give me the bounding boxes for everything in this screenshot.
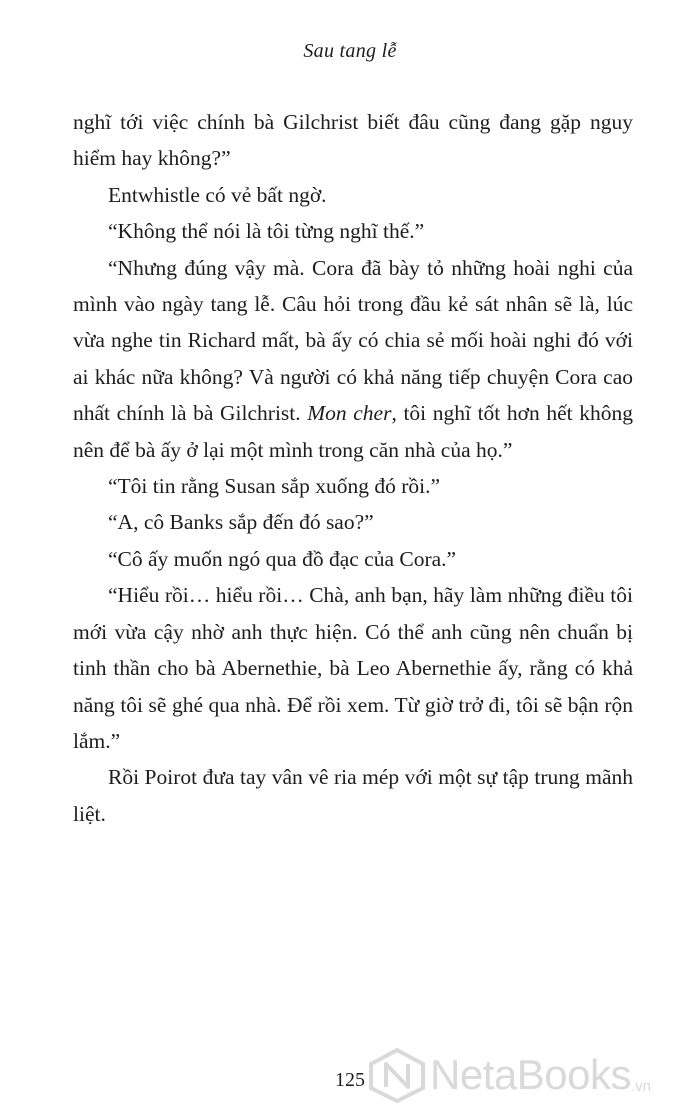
paragraph-2: Entwhistle có vẻ bất ngờ. (108, 182, 327, 207)
paragraph-3: “Không thể nói là tôi từng nghĩ thế.” (108, 219, 425, 244)
body-text (73, 104, 633, 832)
paragraph-5: “Tôi tin rằng Susan sắp xuống đó rồi.” (108, 474, 441, 499)
paragraph-8: “Hiểu rồi… hiểu rồi… Chà, anh bạn, hãy làm những điều tôi mới vừa cậy nhờ anh thực hiện. Có thể anh cũng nên chuẩn bị tinh thần cho bà Abernethie, bà Leo Abernethie ấy, rằng có khả năng tôi sẽ ghé qua nhà. Để rồi xem. Từ giờ trở đi, tôi sẽ bận rộn lắm.” (73, 583, 633, 753)
paragraph-7: “Cô ấy muốn ngó qua đồ đạc của Cora.” (108, 546, 457, 571)
netabooks-watermark (366, 1047, 651, 1103)
paragraph-4 (73, 250, 633, 468)
netabooks-logo-icon (366, 1047, 428, 1103)
paragraph-4-tail: , tôi nghĩ tốt hơn hết không nên để bà ấy ở lại một mình trong căn nhà của họ.” (73, 401, 633, 462)
page-number: 125 (335, 1069, 365, 1091)
paragraph-4-main: “Nhưng đúng vậy mà. Cora đã bày tỏ những hoài nghi của mình vào ngày tang lễ. Câu hỏi trong đầu kẻ sát nhân sẽ là, lúc vừa nghe tin Richard mất, bà ấy có chia sẻ mối hoài nghi đó với ai khác nữa không? Và người có khả năng tiếp chuyện Cora cao nhất chính là bà Gilchrist. (73, 255, 633, 426)
paragraph-1: nghĩ tới việc chính bà Gilchrist biết đâu cũng đang gặp nguy hiểm hay không?” (73, 110, 633, 171)
watermark-suffix: .vn (630, 1078, 651, 1095)
watermark-brand: NetaBooks (430, 1051, 631, 1098)
running-header: Sau tang lễ (303, 40, 397, 62)
paragraph-6: “A, cô Banks sắp đến đó sao?” (108, 510, 374, 535)
paragraph-9: Rồi Poirot đưa tay vân vê ria mép với một sự tập trung mãnh liệt. (73, 765, 633, 826)
paragraph-4-italic: Mon cher (307, 401, 392, 426)
